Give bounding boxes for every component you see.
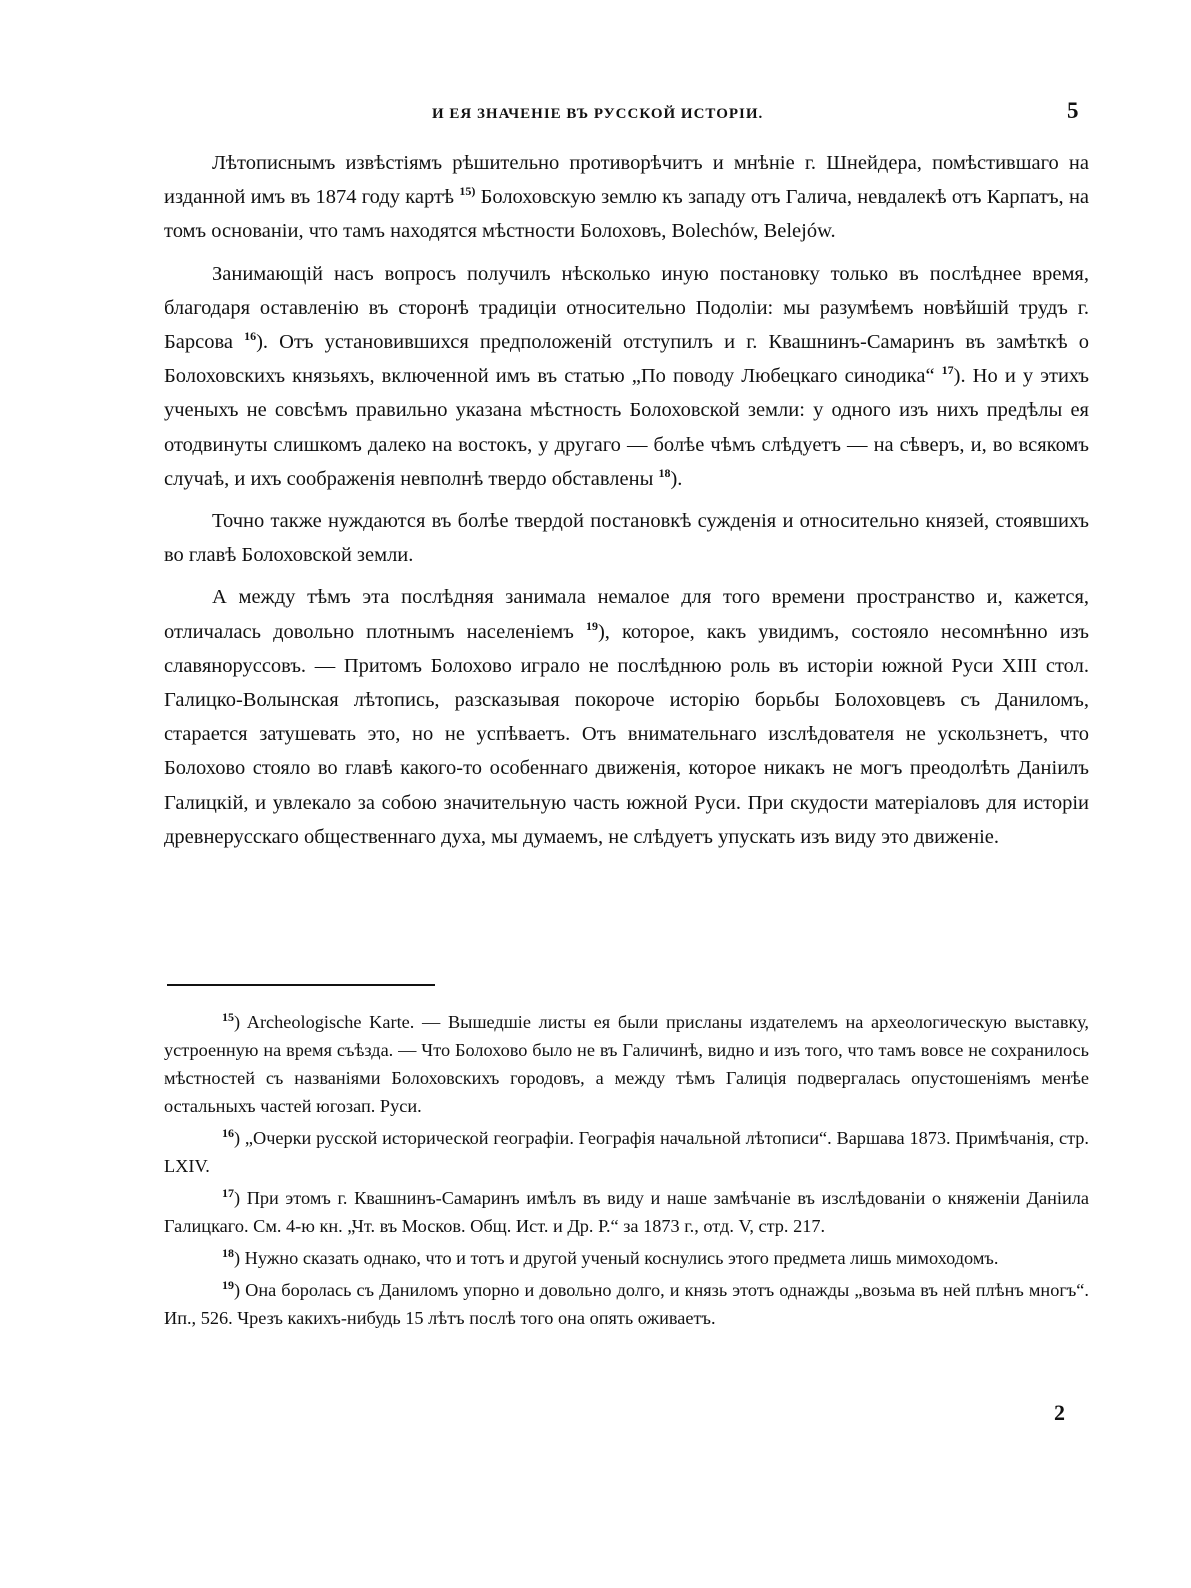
footnote-ref-15: 15) — [459, 184, 476, 199]
footnote-divider — [167, 984, 435, 986]
sheet-signature: 2 — [1054, 1400, 1065, 1425]
footnote-number: 18 — [222, 1245, 234, 1260]
footnote-17 — [164, 1184, 1089, 1240]
footnote-ref-19: 19 — [585, 618, 598, 633]
paragraph-1-text-a: Лѣтописнымъ извѣстіямъ рѣшительно противорѣчитъ и мнѣніе г. Шнейдера, помѣстившаго на изданной имъ въ 1874 году картѣ — [164, 152, 1089, 209]
footnote-number: 15 — [222, 1009, 234, 1024]
footnote-ref-18: 18 — [658, 466, 671, 480]
footnotes — [164, 1008, 1089, 1336]
paragraph-2-text-a: Занимающій насъ вопросъ получилъ нѣсколько иную постановку только въ послѣднее время, благодаря оставленію въ сторонѣ традиціи относительно Подоліи: мы разумѣемъ новѣйшій трудъ г. Барсова — [164, 262, 1089, 354]
footnote-ref-17: 17 — [941, 363, 954, 378]
footnote-text: ) Archeologische Karte. — Вышедшіе листы ея были присланы издателемъ на археологическую выставку, устроенную на время съѣзда. — Что Болохово было не въ Галичинѣ, видно и изъ того, что тамъ вовсе не сохранилось мѣстностей съ названіями Болоховскихъ городовъ, а между тѣмъ Галиція подвергалась опустошеніямъ менѣе остальныхъ частей югозап. Руси. — [164, 1012, 1089, 1116]
paragraph-4 — [164, 580, 1089, 854]
footnote-number: 19 — [222, 1277, 234, 1292]
footnote-18 — [164, 1244, 1089, 1272]
running-title: И ЕЯ ЗНАЧЕНІЕ ВЪ РУССКОЙ ИСТОРІИ. — [432, 106, 764, 122]
footnote-15 — [164, 1008, 1089, 1120]
footnote-number: 17 — [222, 1185, 234, 1200]
footnote-text: ) „Очерки русской исторической географіи. Географія начальной лѣтописи“. Варшава 1873. Примѣчанія, стр. LXIV. — [164, 1128, 1089, 1176]
paragraph-4-text-a: А между тѣмъ эта послѣдняя занимала немалое для того времени пространство и, кажется, отличалась довольно плотнымъ населеніемъ — [164, 586, 1089, 643]
paragraph-1-text-b: Болоховскую землю къ западу отъ Галича, невдалекѣ отъ Карпатъ, на томъ основаніи, что тамъ находятся мѣстности Болоховъ, Bolechów, Belejów. — [164, 186, 1090, 243]
paragraph-2-text-c: ). Но и у этихъ ученыхъ не совсѣмъ правильно указана мѣстность Болоховской земли: у одного изъ нихъ предѣлы ея отодвинуты слишкомъ далеко на востокъ, у другаго — болѣе чѣмъ слѣдуетъ — на сѣверъ, и, во всякомъ случаѣ, и ихъ соображенія невполнѣ твердо обставлены — [164, 365, 1089, 490]
footnote-ref-16: 16 — [244, 329, 257, 344]
paragraph-1 — [164, 146, 1089, 249]
paragraph-3: Точно также нуждаются въ болѣе твердой постановкѣ сужденія и относительно князей, стоявшихъ во главѣ Болоховской земли. — [164, 510, 1089, 567]
page-number: 5 — [1067, 98, 1079, 123]
paragraph-2 — [164, 257, 1089, 496]
footnote-19 — [164, 1276, 1089, 1332]
footnote-text: ) При этомъ г. Квашнинъ-Самаринъ имѣлъ въ виду и наше замѣчаніе въ изслѣдованіи о княженіи Даніила Галицкаго. См. 4-ю кн. „Чт. въ Москов. Общ. Ист. и Др. Р.“ за 1873 г., отд. V, стр. 217. — [164, 1188, 1089, 1236]
paragraph-2-text-b: ). Отъ установившихся предположеній отступилъ и г. Квашнинъ-Самаринъ въ замѣткѣ о Болоховскихъ князьяхъ, включенной имъ въ статью „По поводу Любецкаго синодика“ — [164, 331, 1089, 388]
running-head — [0, 98, 1191, 128]
footnote-16 — [164, 1124, 1089, 1180]
footnote-text: ) Она боролась съ Даниломъ упорно и довольно долго, и князь этотъ однажды „возьма въ ней плѣнъ многъ“. Ип., 526. Чрезъ какихъ-нибудь 15 лѣтъ послѣ того она опять оживаетъ. — [164, 1280, 1089, 1328]
footnote-number: 16 — [222, 1125, 234, 1140]
main-text — [164, 146, 1089, 862]
footnote-text: ) Нужно сказать однако, что и тотъ и другой ученый коснулись этого предмета лишь мимоходомъ. — [234, 1248, 999, 1268]
paragraph-4-text-b: ), которое, какъ увидимъ, состояло несомнѣнно изъ славянорусcовъ. — Притомъ Болохово играло не послѣднюю роль въ исторіи южной Руси XIII стол. Галицко-Волынская лѣтопись, разсказывая покороче исторію борьбы Болоховцевъ съ Даниломъ, старается затушевать это, но не успѣваетъ. Отъ внимательнаго изслѣдователя не ускользнетъ, что Болохово стояло во главѣ какого-то особеннаго движенія, которое никакъ не могъ преодолѣть Даніилъ Галицкій, и увлекало за собою значительную часть южной Руси. При скудости матеріаловъ для исторіи древнерусскаго общественнаго духа, мы думаемъ, не слѣдуетъ упускать изъ виду это движеніе. — [164, 620, 1090, 848]
paragraph-2-text-d: ). — [670, 467, 683, 490]
